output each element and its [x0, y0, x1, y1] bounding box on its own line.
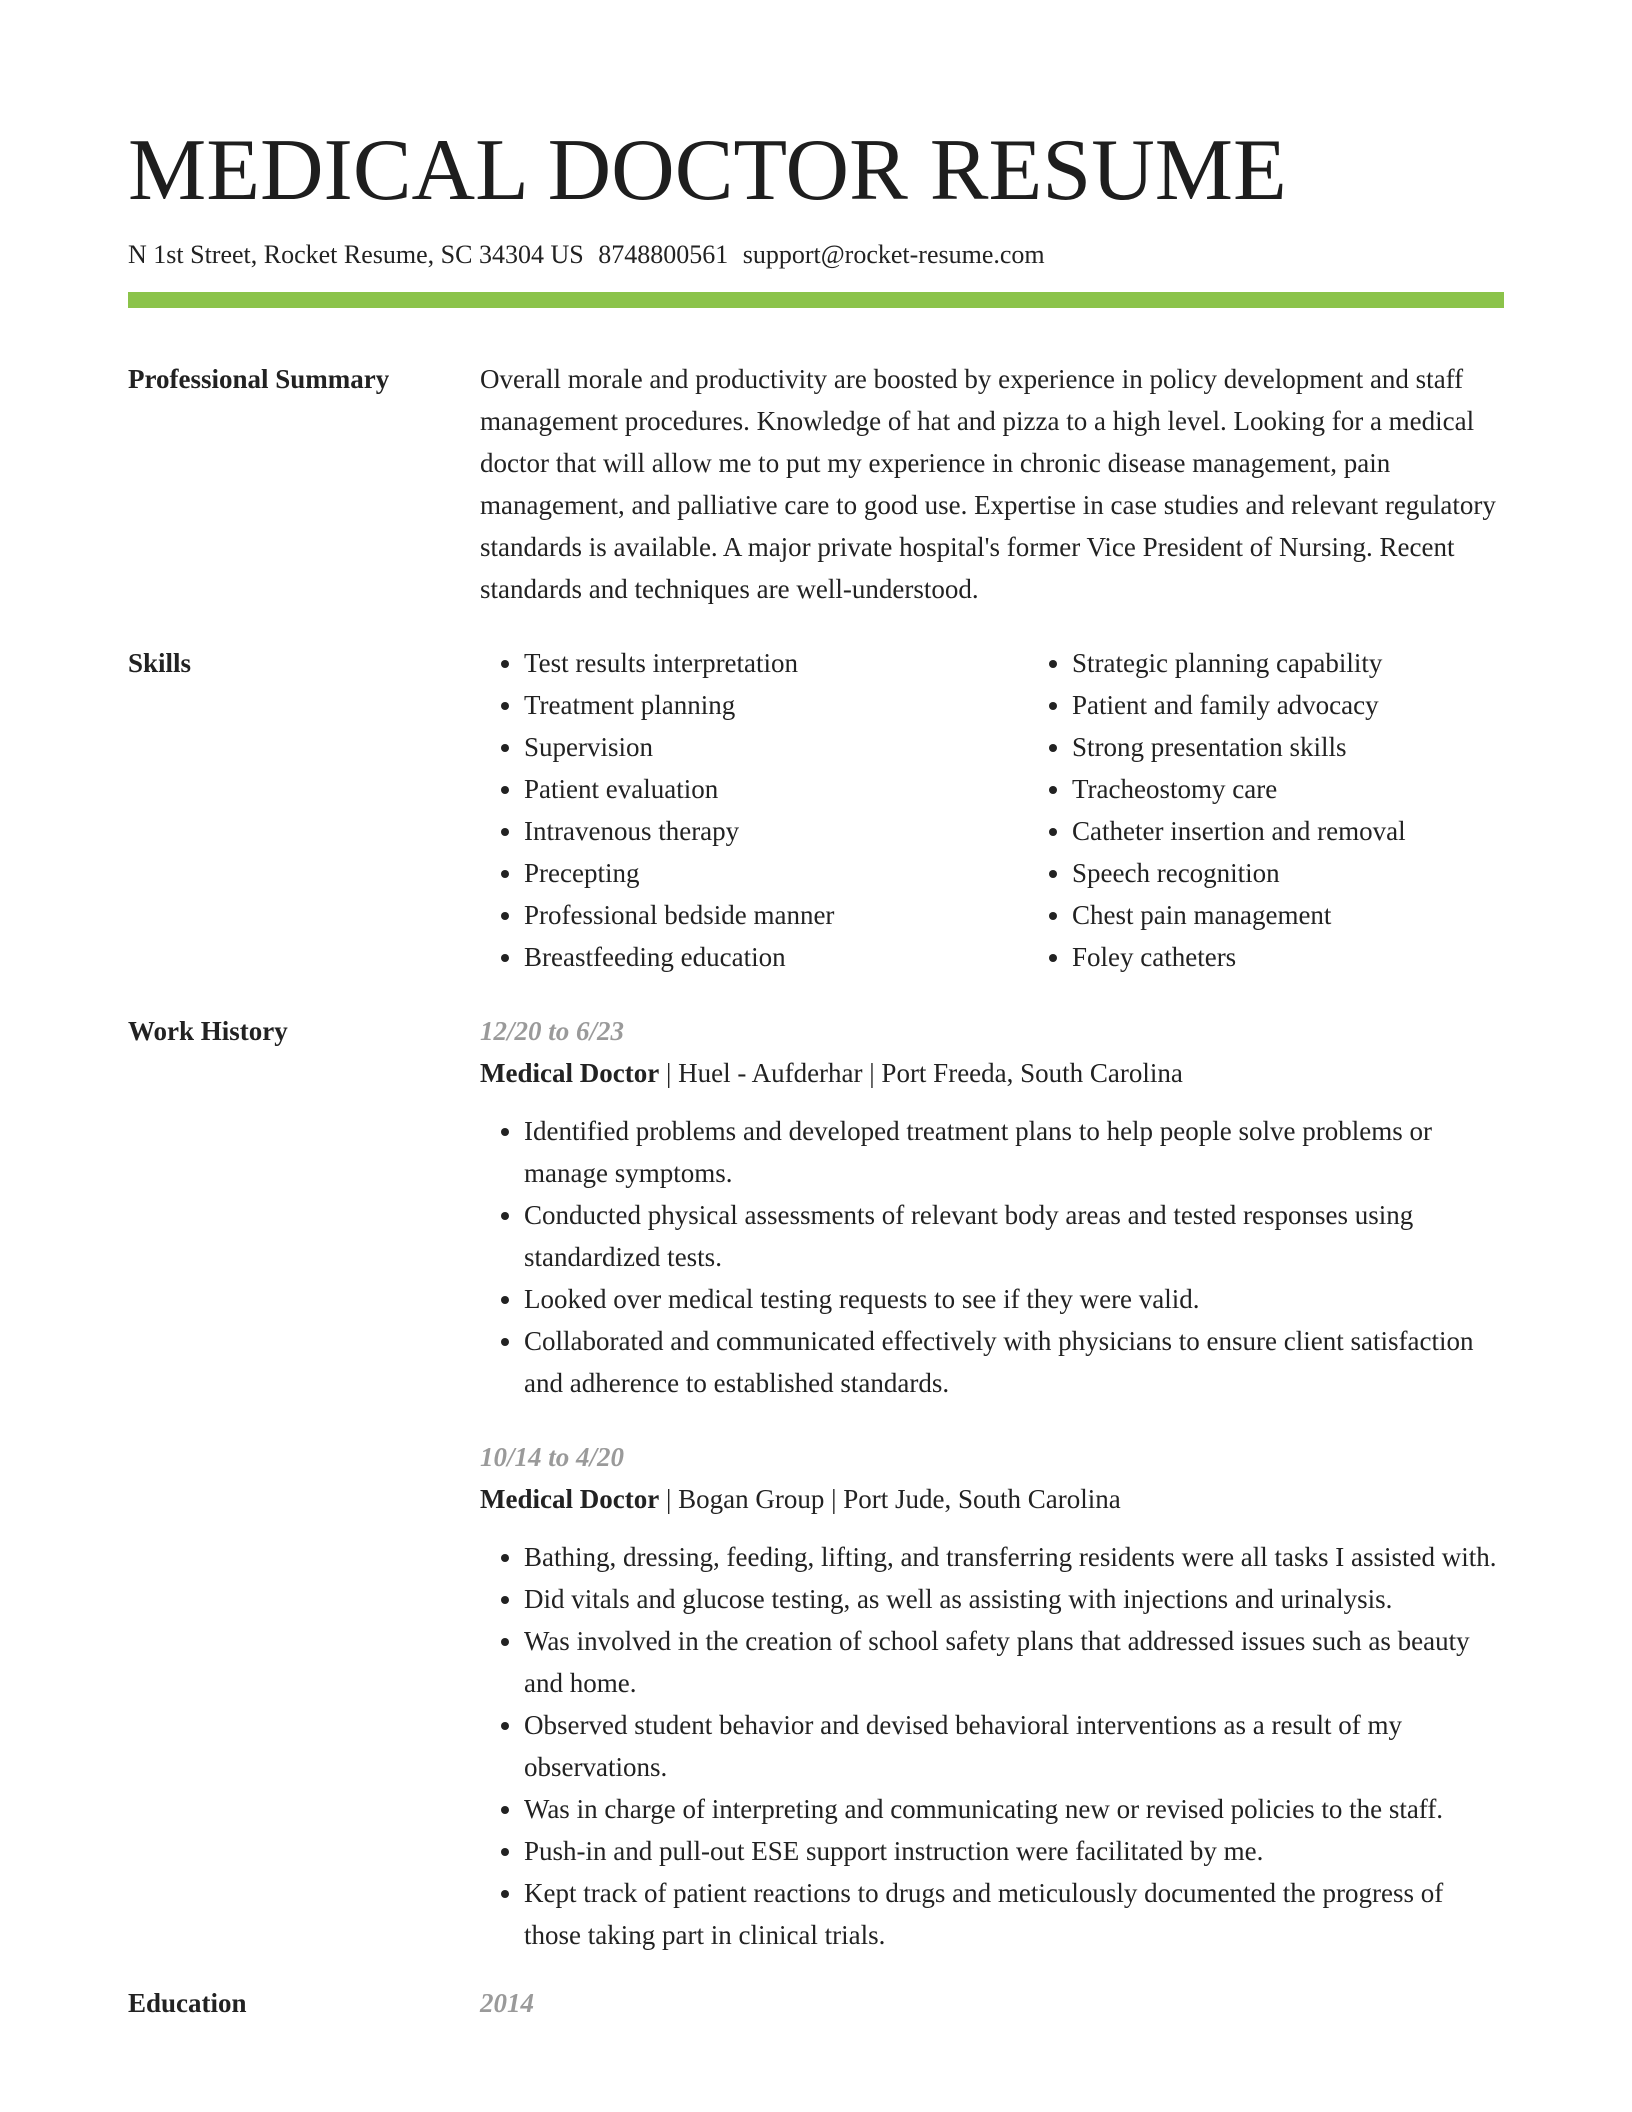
education-date: 2014: [480, 1988, 534, 2018]
skills-columns: [480, 642, 1504, 978]
work-history-body: [480, 1010, 1504, 1956]
job-dates: 10/14 to 4/20: [480, 1442, 625, 1472]
resume-page: [128, 0, 1504, 2024]
skills-section: [128, 610, 1504, 978]
education-section: [128, 1956, 1504, 2024]
summary-section: [128, 308, 1504, 610]
skill-item: • Precepting: [524, 852, 1028, 894]
contact-line: [128, 238, 1504, 272]
job-heading: [480, 1478, 1504, 1520]
skill-item: • Foley catheters: [1072, 936, 1504, 978]
skill-item: • Patient and family advocacy: [1072, 684, 1504, 726]
job-bullet: • Looked over medical testing requests to see if they were valid.: [524, 1278, 1504, 1320]
skill-item: • Intravenous therapy: [524, 810, 1028, 852]
job-entry: [480, 1436, 1504, 1956]
summary-text: Overall morale and productivity are boosted by experience in policy development and staff management procedures. Knowledge of hat and pizza to a high level. Looking for a medical doctor that will allow me to put my experience in chronic disease management, pain management, and palliative care to good use. Expertise in case studies and relevant regulatory standards is available. A major private hospital's former Vice President of Nursing. Recent standards and techniques are well-understood.: [480, 364, 1496, 604]
job-bullets: [480, 1110, 1504, 1404]
resume-title: MEDICAL DOCTOR RESUME: [128, 122, 1287, 219]
skill-item: • Breastfeeding education: [524, 936, 1028, 978]
education-body: [480, 1982, 1504, 2024]
skill-item: • Tracheostomy care: [1072, 768, 1504, 810]
job-bullet: • Collaborated and communicated effectively with physicians to ensure client satisfaction and adherence to established standards.: [524, 1320, 1504, 1404]
job-bullet: • Kept track of patient reactions to drugs and meticulously documented the progress of those taking part in clinical trials.: [524, 1872, 1504, 1956]
work-history-heading: Work History: [128, 1016, 288, 1046]
skill-item: • Supervision: [524, 726, 1028, 768]
job-bullet: • Did vitals and glucose testing, as well as assisting with injections and urinalysis.: [524, 1578, 1504, 1620]
skill-item: • Treatment planning: [524, 684, 1028, 726]
skill-item: • Test results interpretation: [524, 642, 1028, 684]
summary-heading: Professional Summary: [128, 364, 390, 394]
contact-address: N 1st Street, Rocket Resume, SC 34304 US: [128, 240, 584, 269]
skills-heading: Skills: [128, 648, 192, 678]
skill-item: • Catheter insertion and removal: [1072, 810, 1504, 852]
skill-item: • Chest pain management: [1072, 894, 1504, 936]
job-bullet: • Bathing, dressing, feeding, lifting, and transferring residents were all tasks I assisted with.: [524, 1536, 1504, 1578]
job-bullet: • Push-in and pull-out ESE support instruction were facilitated by me.: [524, 1830, 1504, 1872]
skill-item: • Strategic planning capability: [1072, 642, 1504, 684]
job-dates: 12/20 to 6/23: [480, 1016, 625, 1046]
skill-item: • Speech recognition: [1072, 852, 1504, 894]
job-bullet: • Was involved in the creation of school safety plans that addressed issues such as beauty and home.: [524, 1620, 1504, 1704]
job-bullet: • Identified problems and developed treatment plans to help people solve problems or manage symptoms.: [524, 1110, 1504, 1194]
skills-list-right: [1028, 642, 1504, 978]
skill-item: • Patient evaluation: [524, 768, 1028, 810]
skill-item: • Professional bedside manner: [524, 894, 1028, 936]
header-divider: [128, 292, 1504, 308]
job-entry: [480, 1010, 1504, 1404]
skills-list-left: [480, 642, 1028, 978]
job-heading: [480, 1052, 1504, 1094]
work-history-section: [128, 978, 1504, 1956]
job-bullet: • Observed student behavior and devised behavioral interventions as a result of my observations.: [524, 1704, 1504, 1788]
job-bullet: • Was in charge of interpreting and communicating new or revised policies to the staff.: [524, 1788, 1504, 1830]
job-title: Medical Doctor: [480, 1058, 660, 1088]
education-heading: Education: [128, 1988, 247, 2018]
job-details: | Bogan Group | Port Jude, South Carolina: [659, 1484, 1121, 1514]
job-title: Medical Doctor: [480, 1484, 660, 1514]
contact-email: support@rocket-resume.com: [742, 240, 1045, 269]
skill-item: • Strong presentation skills: [1072, 726, 1504, 768]
contact-phone: 8748800561: [598, 240, 729, 269]
job-bullet: • Conducted physical assessments of relevant body areas and tested responses using standardized tests.: [524, 1194, 1504, 1278]
job-details: | Huel - Aufderhar | Port Freeda, South Carolina: [659, 1058, 1183, 1088]
job-bullets: [480, 1536, 1504, 1956]
